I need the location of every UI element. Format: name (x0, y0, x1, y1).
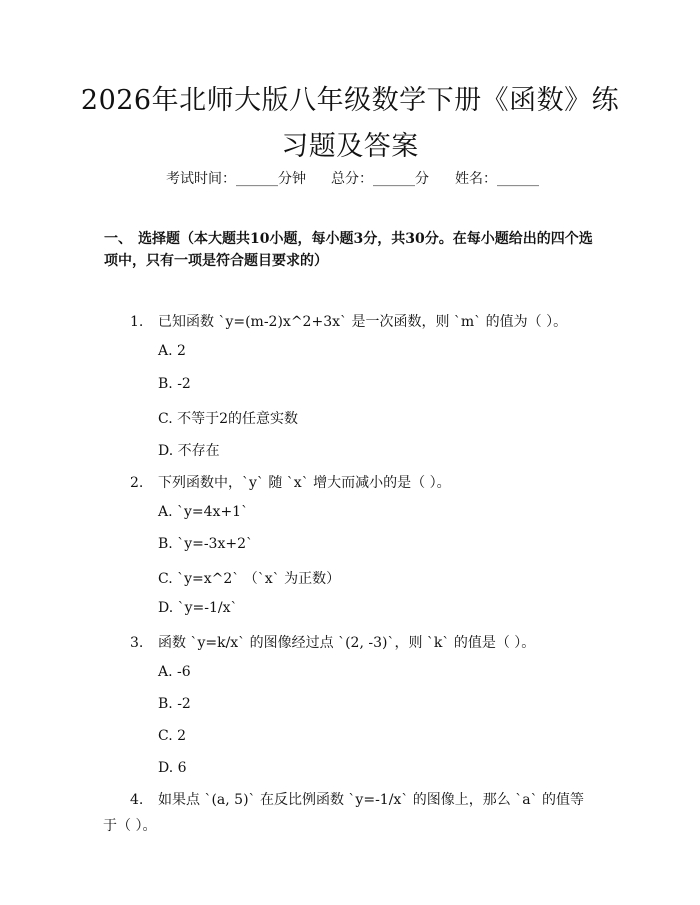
option-2b: B. `y=-3x+2` (158, 536, 253, 552)
question-2 (130, 472, 451, 492)
question-text-line-2: 于（ ）。 (103, 818, 157, 834)
question-number: 4. (130, 792, 144, 808)
question-number: 3. (130, 635, 144, 651)
question-3 (130, 632, 535, 652)
question-text: 已知函数 `y=(m-2)x^2+3x` 是一次函数，则 `m` 的值为（ ）。 (158, 314, 568, 330)
question-text: 下列函数中，`y` 随 `x` 增大而减小的是（ ）。 (158, 475, 451, 491)
student-name: 姓名：______ (455, 171, 539, 187)
question-text: 函数 `y=k/x` 的图像经过点 `(2, -3)`，则 `k` 的值是（ ）。 (158, 635, 536, 651)
title-line-2: 习题及答案 (281, 131, 419, 162)
document-title (80, 78, 620, 170)
option-2a: A. `y=4x+1` (158, 504, 249, 520)
option-2d: D. `y=-1/x` (158, 600, 238, 616)
option-2c: C. `y=x^2` （`x` 为正数） (158, 571, 341, 587)
section-number: 一、 (104, 231, 132, 247)
option-3d: D. 6 (158, 760, 187, 776)
section-heading (104, 228, 604, 272)
total-score: 总分：______分 (331, 171, 429, 187)
exam-time: 考试时间：______分钟 (166, 171, 306, 187)
option-1a: A. 2 (158, 343, 186, 359)
option-3a: A. -6 (158, 664, 191, 680)
question-1 (130, 311, 567, 331)
section-text: 选择题（本大题共10小题，每小题3分，共30分。在每小题给出的四个选项中，只有一项是符合题目要求的） (104, 231, 593, 269)
question-number: 1. (130, 314, 144, 330)
option-1b: B. -2 (158, 376, 191, 392)
option-1c: C. 不等于2的任意实数 (158, 411, 299, 427)
option-3b: B. -2 (158, 696, 191, 712)
question-4 (103, 787, 600, 839)
option-1d: D. 不存在 (158, 443, 220, 459)
question-number: 2. (130, 475, 144, 491)
title-line-1: 2026年北师大版八年级数学下册《函数》练 (80, 85, 620, 116)
option-3c: C. 2 (158, 728, 187, 744)
question-text-line-1: 如果点 `(a, 5)` 在反比例函数 `y=-1/x` 的图像上，那么 `a` 的值等 (158, 792, 585, 808)
